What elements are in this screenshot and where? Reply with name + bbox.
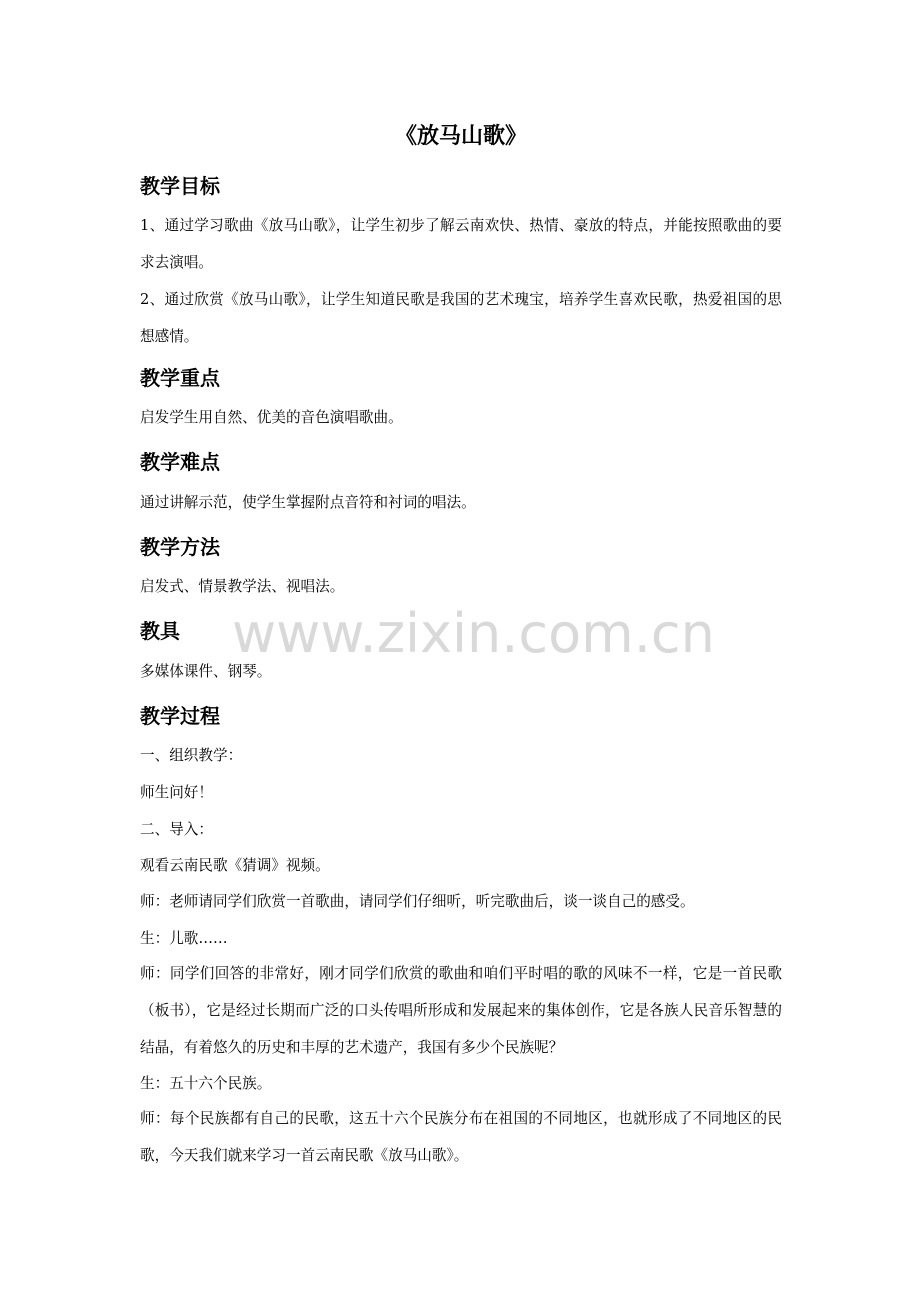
process-line-2: 师生问好！ xyxy=(140,784,213,801)
key-points-text: 启发学生用自然、优美的音色演唱歌曲。 xyxy=(140,409,403,426)
tools-text: 多媒体课件、钢琴。 xyxy=(140,663,272,680)
process-paragraph-1: 师：同学们回答的非常好，刚才同学们欣赏的歌曲和咱们平时唱的歌的风味不一样，它是一首民歌（板书），它是经过长期而广泛的口头传唱所形成和发展起来的集体创作，它是各族人民音乐智慧的结晶，有着悠久的历史和丰厚的艺术遗产，我国有多少个民族呢？ xyxy=(140,965,782,1056)
process-line-5: 师：老师请同学们欣赏一首歌曲，请同学们仔细听，听完歌曲后，谈一谈自己的感受。 xyxy=(140,893,695,910)
document-title: 《放马山歌》 xyxy=(394,124,527,149)
objective-item-1: 1、通过学习歌曲《放马山歌》，让学生初步了解云南欢快、热情、豪放的特点，并能按照歌曲的要求去演唱。 xyxy=(140,217,782,271)
heading-key-points: 教学重点 xyxy=(140,366,220,390)
process-line-6: 生：儿歌…… xyxy=(140,930,228,947)
heading-objectives: 教学目标 xyxy=(140,174,220,198)
process-line-3: 二、导入： xyxy=(140,821,213,838)
heading-process: 教学过程 xyxy=(140,704,220,728)
process-paragraph-2: 师：每个民族都有自己的民歌，这五十六个民族分布在祖国的不同地区，也就形成了不同地区的民歌，今天我们就来学习一首云南民歌《放马山歌》。 xyxy=(140,1110,782,1164)
process-line-1: 一、组织教学： xyxy=(140,747,243,764)
difficulties-text: 通过讲解示范，使学生掌握附点音符和衬词的唱法。 xyxy=(140,494,476,511)
methods-text: 启发式、情景教学法、视唱法。 xyxy=(140,578,345,595)
heading-tools: 教具 xyxy=(140,619,180,643)
watermark: www.zixin.com.cn xyxy=(232,602,715,665)
objective-item-2: 2、通过欣赏《放马山歌》，让学生知道民歌是我国的艺术瑰宝，培养学生喜欢民歌，热爱祖国的思想感情。 xyxy=(140,291,782,345)
heading-difficulties: 教学难点 xyxy=(140,450,220,474)
process-line-4: 观看云南民歌《猜调》视频。 xyxy=(140,857,330,874)
process-line-7: 生：五十六个民族。 xyxy=(140,1075,272,1092)
heading-methods: 教学方法 xyxy=(140,535,220,559)
